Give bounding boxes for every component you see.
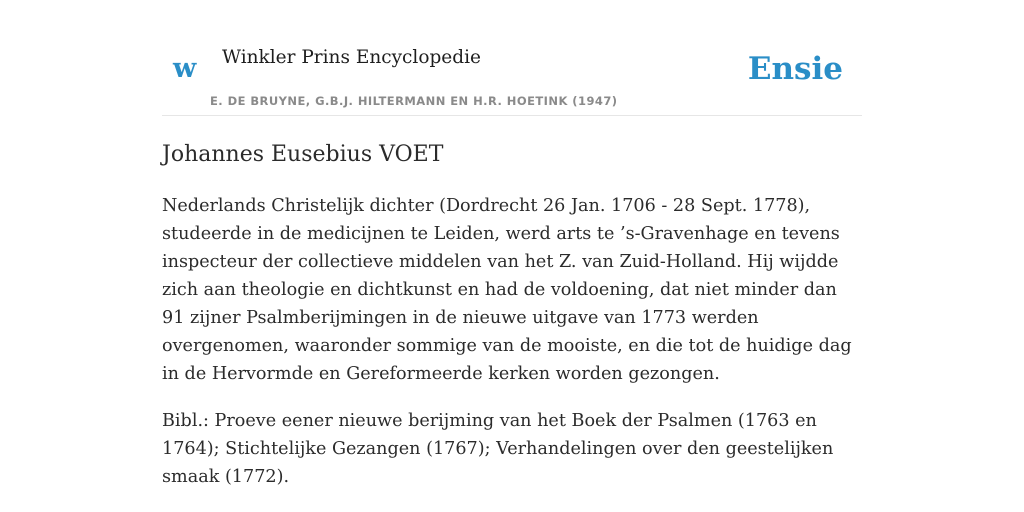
source-header <box>162 0 862 116</box>
brand-logo-link[interactable]: Ensie <box>747 51 843 87</box>
article-paragraph: Nederlands Christelijk dichter (Dordrecht 26 Jan. 1706 - 28 Sept. 1778), studeerde in de medicijnen te Leiden, werd arts te ’s-Gravenhage en tevens inspecteur der collectieve middelen van het Z. van Zuid-Holland. Hij wijdde zich aan theologie en dichtkunst en had de voldoening, dat niet minder dan 91 zijner Psalmberijmingen in de nieuwe uitgave van 1773 werden overgenomen, waaronder sommige van de mooiste, en die tot de huidige dag in de Hervormde en Gereformeerde kerken worden gezongen. <box>162 196 852 384</box>
article-title: Johannes Eusebius VOET <box>162 142 444 167</box>
article-body <box>162 192 862 510</box>
source-title-link[interactable]: Winkler Prins Encyclopedie <box>222 47 481 68</box>
source-authors: E. DE BRUYNE, G.B.J. HILTERMANN EN H.R. HOETINK (1947) <box>210 94 618 108</box>
bibliography-paragraph: Bibl.: Proeve eener nieuwe berijming van het Boek der Psalmen (1763 en 1764); Stichtelijke Gezangen (1767); Verhandelingen over den geestelijken smaak (1772). <box>162 411 834 487</box>
source-logo[interactable]: w <box>173 53 197 84</box>
